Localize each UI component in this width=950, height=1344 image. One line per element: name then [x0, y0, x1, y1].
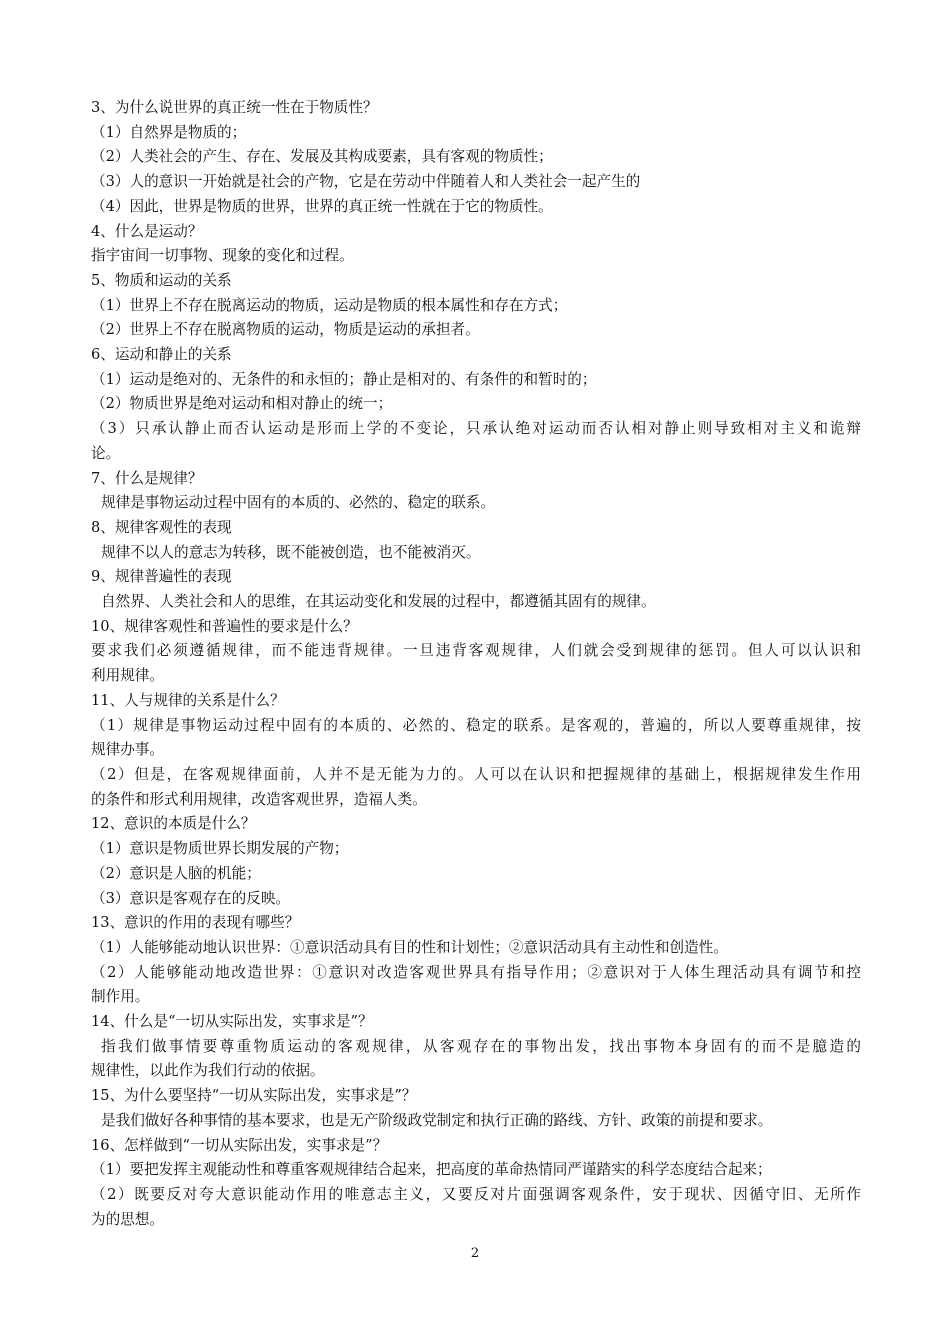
q3-point-3: （3）人的意识一开始就是社会的产物，它是在劳动中伴随着人和人类社会一起产生的 — [91, 173, 641, 191]
q5-point-2: （2）世界上不存在脱离物质的运动，物质是运动的承担者。 — [91, 321, 480, 339]
q7-answer: 规律是事物运动过程中固有的本质的、必然的、稳定的联系。 — [101, 494, 496, 512]
heading-q9: 9、规律普遍性的表现 — [91, 568, 232, 586]
q6-point-3-cont: 论。 — [91, 444, 121, 462]
q15-answer: 是我们做好各种事情的基本要求，也是无产阶级政党制定和执行正确的路线、方针、政策的前提和要求。 — [101, 1111, 773, 1129]
q13-point-2-cont: 制作用。 — [91, 988, 150, 1006]
q6-point-1: （1）运动是绝对的、无条件的和永恒的；静止是相对的、有条件的和暂时的； — [91, 370, 597, 388]
q6-point-2: （2）物质世界是绝对运动和相对静止的统一； — [91, 395, 393, 413]
heading-q3: 3、为什么说世界的真正统一性在于物质性？ — [91, 99, 378, 116]
q3-point-4: （4）因此，世界是物质的世界，世界的真正统一性就在于它的物质性。 — [91, 197, 553, 215]
q11-point-2: （2）但是，在客观规律面前，人并不是无能为力的。人可以在认识和把握规律的基础上，根据规律发生作用 — [91, 765, 861, 783]
q11-point-2-cont: 的条件和形式利用规律，改造客观世界，造福人类。 — [91, 790, 427, 808]
q10-answer: 要求我们必须遵循规律，而不能违背规律。一旦违背客观规律，人们就会受到规律的惩罚。但人可以认识和 — [91, 642, 861, 660]
q11-point-1: （1）规律是事物运动过程中固有的本质的、必然的、稳定的联系。是客观的，普遍的，所以人要尊重规律，按 — [91, 716, 861, 734]
heading-q15: 15、为什么要坚持“一切从实际出发，实事求是”？ — [91, 1087, 417, 1105]
q13-point-1: （1）人能够能动地认识世界：①意识活动具有目的性和计划性；②意识活动具有主动性和创造性。 — [91, 938, 728, 956]
page-number: 2 — [470, 1246, 480, 1261]
q10-answer-cont: 利用规律。 — [91, 667, 164, 685]
heading-q11: 11、人与规律的关系是什么？ — [91, 691, 285, 709]
heading-q13: 13、意识的作用的表现有哪些？ — [91, 914, 300, 932]
heading-q8: 8、规律客观性的表现 — [91, 518, 232, 536]
heading-q6: 6、运动和静止的关系 — [91, 346, 232, 364]
q12-point-2: （2）意识是人脑的机能； — [91, 864, 261, 882]
q9-answer: 自然界、人类社会和人的思维，在其运动变化和发展的过程中，都遵循其固有的规律。 — [101, 593, 656, 611]
page-body — [91, 96, 861, 1232]
heading-q5: 5、物质和运动的关系 — [91, 271, 232, 289]
q12-point-3: （3）意识是客观存在的反映。 — [91, 889, 291, 907]
q3-point-2: （2）人类社会的产生、存在、发展及其构成要素，具有客观的物质性； — [91, 148, 553, 166]
heading-q16: 16、怎样做到“一切从实际出发，实事求是”？ — [91, 1136, 388, 1154]
heading-q4: 4、什么是运动？ — [91, 222, 203, 240]
q5-point-1: （1）世界上不存在脱离运动的物质，运动是物质的根本属性和存在方式； — [91, 296, 568, 314]
q16-point-2-cont: 为的思想。 — [91, 1210, 164, 1228]
q16-point-1: （1）要把发挥主观能动性和尊重客观规律结合起来，把高度的革命热情同严谨踏实的科学态度结合起来； — [91, 1161, 772, 1179]
q4-answer: 指宇宙间一切事物、现象的变化和过程。 — [91, 247, 354, 265]
heading-q12: 12、意识的本质是什么？ — [91, 815, 256, 833]
q12-point-1: （1）意识是物质世界长期发展的产物； — [91, 840, 349, 858]
q14-answer-cont: 规律性，以此作为我们行动的依据。 — [91, 1062, 325, 1080]
q8-answer: 规律不以人的意志为转移，既不能被创造，也不能被消灭。 — [101, 543, 481, 561]
q3-point-1: （1）自然界是物质的； — [91, 123, 247, 141]
heading-q14: 14、什么是“一切从实际出发，实事求是”？ — [91, 1013, 373, 1031]
heading-q10: 10、规律客观性和普遍性的要求是什么？ — [91, 617, 358, 635]
q13-point-2: （2）人能够能动地改造世界：①意识对改造客观世界具有指导作用；②意识对于人体生理活动具有调节和控 — [91, 963, 861, 981]
q6-point-3: （3）只承认静止而否认运动是形而上学的不变论，只承认绝对运动而否认相对静止则导致相对主义和诡辩 — [91, 420, 861, 438]
q11-point-1-cont: 规律办事。 — [91, 741, 164, 759]
heading-q7: 7、什么是规律？ — [91, 469, 203, 487]
q16-point-2: （2）既要反对夸大意识能动作用的唯意志主义，又要反对片面强调客观条件，安于现状、因循守旧、无所作 — [91, 1185, 861, 1203]
q14-answer: 指我们做事情要尊重物质运动的客观规律，从客观存在的事物出发，找出事物本身固有的而不是臆造的 — [101, 1037, 861, 1055]
